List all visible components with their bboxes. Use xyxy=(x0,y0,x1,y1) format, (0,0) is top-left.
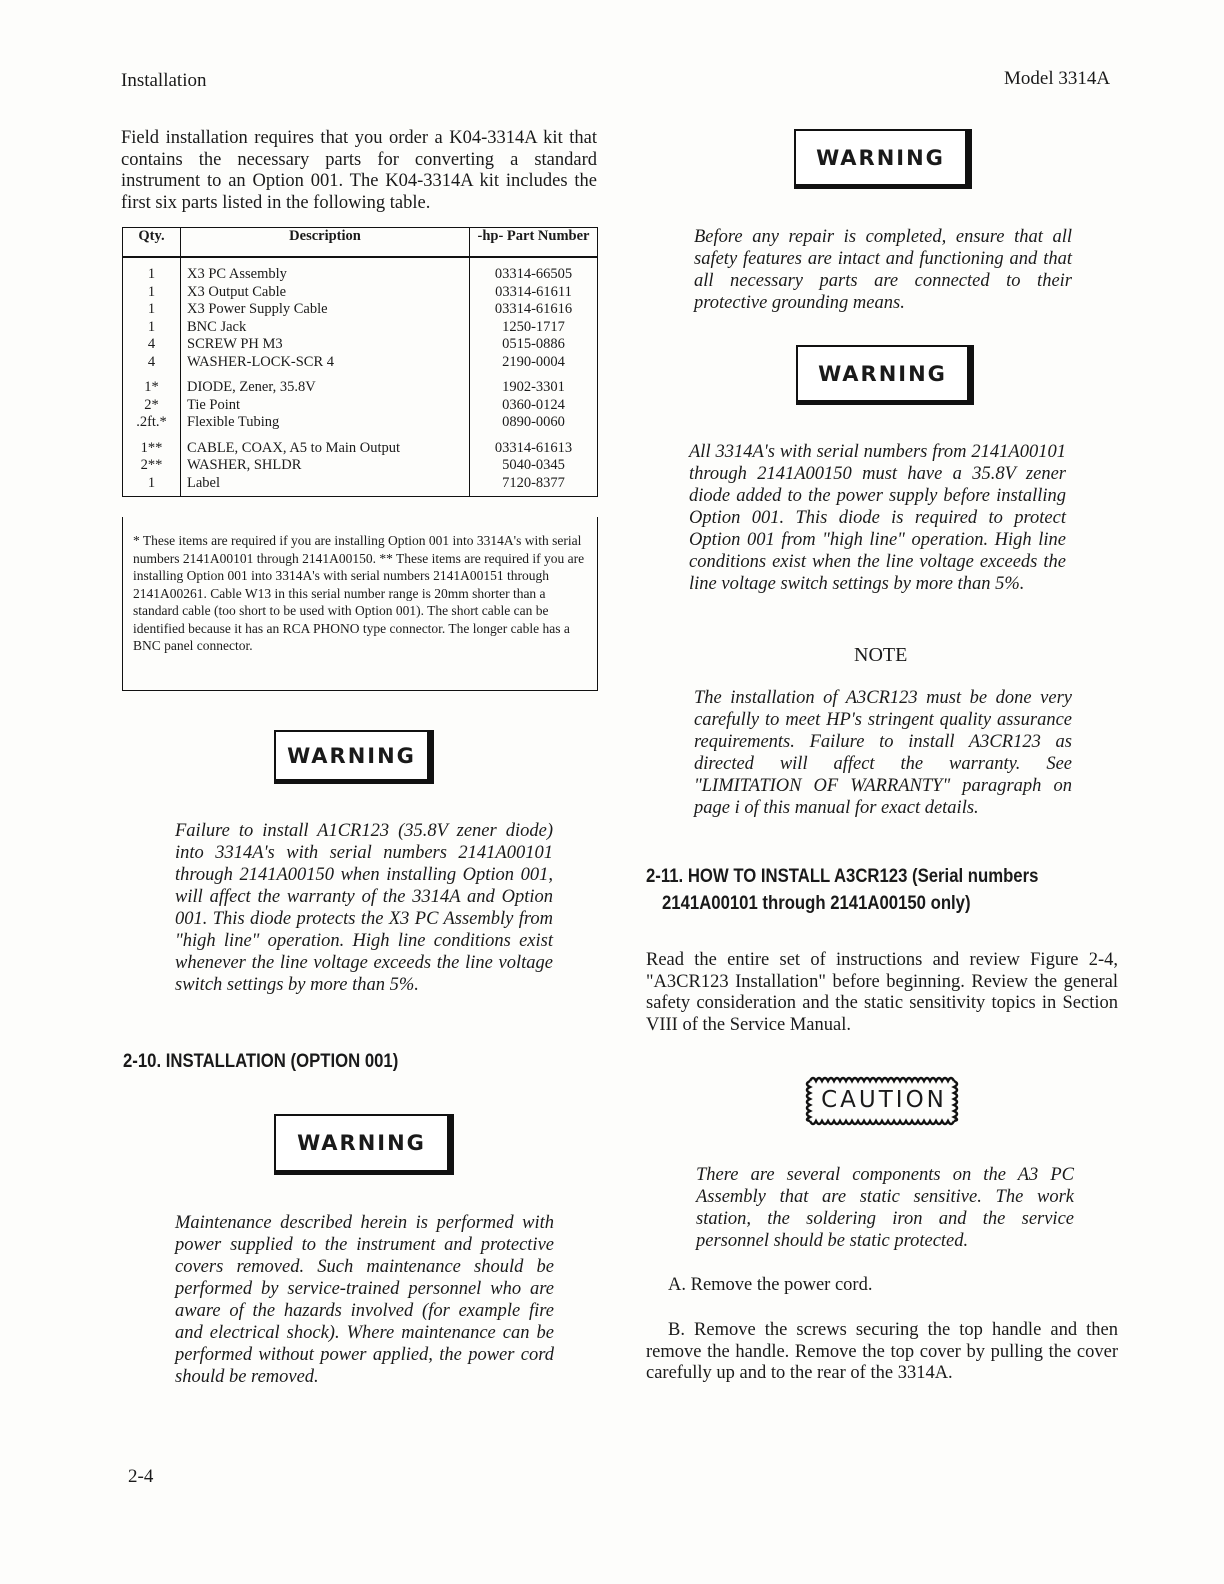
warning-label: WARNING xyxy=(796,345,974,405)
table-row xyxy=(123,319,598,337)
qty-cell: 4 xyxy=(123,336,181,354)
part-number-cell: 7120-8377 xyxy=(470,475,598,497)
running-header-left: Installation xyxy=(121,70,207,91)
column-header-description: Description xyxy=(181,228,470,258)
description-cell: CABLE, COAX, A5 to Main Output xyxy=(181,432,470,458)
table-row xyxy=(123,257,598,284)
qty-cell: 2** xyxy=(123,457,181,475)
qty-cell: 1 xyxy=(123,284,181,302)
description-cell: BNC Jack xyxy=(181,319,470,337)
table-row xyxy=(123,284,598,302)
part-number-cell: 0515-0886 xyxy=(470,336,598,354)
part-number-cell: 2190-0004 xyxy=(470,354,598,372)
qty-cell: 1 xyxy=(123,257,181,284)
step-b: B. Remove the screws securing the top handle and then remove the handle. Remove the top cover by pulling the cover carefully up and to the rear of the 3314A. xyxy=(646,1320,1118,1383)
table-row xyxy=(123,414,598,432)
description-cell: Flexible Tubing xyxy=(181,414,470,432)
part-number-cell: 03314-66505 xyxy=(470,257,598,284)
part-number-cell: 1902-3301 xyxy=(470,371,598,397)
warning-text: Before any repair is completed, ensure that all safety features are intact and functioning and that all necessary parts are connected to their protective grounding means. xyxy=(694,227,1072,313)
step-a: A. Remove the power cord. xyxy=(668,1275,873,1295)
qty-cell: .2ft.* xyxy=(123,414,181,432)
page-number: 2-4 xyxy=(128,1466,154,1487)
table-row xyxy=(123,336,598,354)
note-title: NOTE xyxy=(854,644,908,666)
warning-label: WARNING xyxy=(274,730,434,784)
table-row xyxy=(123,397,598,415)
caution-text: There are several components on the A3 PC Assembly that are static sensitive. The work station, the soldering iron and the service personnel should be static protected. xyxy=(696,1165,1074,1251)
description-cell: DIODE, Zener, 35.8V xyxy=(181,371,470,397)
qty-cell: 1 xyxy=(123,475,181,497)
qty-cell: 1** xyxy=(123,432,181,458)
caution-label: CAUTION xyxy=(821,1087,947,1113)
description-cell: SCREW PH M3 xyxy=(181,336,470,354)
qty-cell: 2* xyxy=(123,397,181,415)
warning-text: Maintenance described herein is performed with power supplied to the instrument and protective covers removed. Such maintenance should be performed by service-trained personnel who are aware of the hazards involved (for example fire and electrical shock). Where maintenance can be performed without power applied, the power cord should be removed. xyxy=(175,1213,554,1387)
description-cell: WASHER, SHLDR xyxy=(181,457,470,475)
caution-box xyxy=(804,1071,964,1129)
qty-cell: 1 xyxy=(123,319,181,337)
description-cell: Tie Point xyxy=(181,397,470,415)
part-number-cell: 1250-1717 xyxy=(470,319,598,337)
warning-text: Failure to install A1CR123 (35.8V zener diode) into 3314A's with serial numbers 2141A00101 through 2141A00150 when installing Option 001, will affect the warranty of the 3314A and Option 001. This diode protects the X3 PC Assembly from "high line" operation. High line conditions exist whenever the line voltage exceeds the line voltage switch settings by more than 5%. xyxy=(175,821,553,995)
section-heading: 2-10. INSTALLATION (OPTION 001) xyxy=(123,1051,399,1072)
description-cell: X3 Power Supply Cable xyxy=(181,301,470,319)
instructions-paragraph: Read the entire set of instructions and review Figure 2-4, "A3CR123 Installation" before beginning. Review the general safety consideration and the static sensitivity topics in Section VIII of the Service Manual. xyxy=(646,950,1118,1035)
table-header-row xyxy=(123,228,598,258)
table-row xyxy=(123,354,598,372)
description-cell: Label xyxy=(181,475,470,497)
warning-label: WARNING xyxy=(794,129,972,189)
qty-cell: 4 xyxy=(123,354,181,372)
column-header-qty: Qty. xyxy=(123,228,181,258)
table-footnotes: * These items are required if you are installing Option 001 into 3314A's with serial numbers 2141A00101 through 2141A00150. ** These items are required if you are installing Option 001 into 3314A's with serial numbers 2141A00151 through 2141A00261. Cable W13 in this serial number range is 20mm shorter than a standard cable (too short to be used with Option 001). The short cable can be identified because it has an RCA PHONO type connector. The longer cable has a BNC panel connector. xyxy=(122,517,598,691)
note-text: The installation of A3CR123 must be done very carefully to meet HP's stringent quality assurance requirements. Failure to install A3CR123 as directed will affect the warranty. See "LIMITATION OF WARRANTY" paragraph on page i of this manual for exact details. xyxy=(694,688,1072,818)
column-header-part-number: -hp- Part Number xyxy=(470,228,598,258)
intro-paragraph: Field installation requires that you order a K04-3314A kit that contains the necessary parts for converting a standard instrument to an Option 001. The K04-3314A kit includes the first six parts listed in the following table. xyxy=(121,128,597,213)
description-cell: X3 Output Cable xyxy=(181,284,470,302)
description-cell: WASHER-LOCK-SCR 4 xyxy=(181,354,470,372)
section-heading: 2-11. HOW TO INSTALL A3CR123 (Serial numbers xyxy=(646,866,1039,887)
part-number-cell: 0360-0124 xyxy=(470,397,598,415)
table-row xyxy=(123,457,598,475)
table-row xyxy=(123,371,598,397)
section-heading-continued: 2141A00101 through 2141A00150 only) xyxy=(662,893,971,914)
parts-table xyxy=(122,227,598,497)
warning-label: WARNING xyxy=(274,1114,454,1175)
part-number-cell: 03314-61616 xyxy=(470,301,598,319)
part-number-cell: 03314-61611 xyxy=(470,284,598,302)
qty-cell: 1 xyxy=(123,301,181,319)
running-header-right: Model 3314A xyxy=(1004,68,1111,89)
part-number-cell: 0890-0060 xyxy=(470,414,598,432)
part-number-cell: 5040-0345 xyxy=(470,457,598,475)
table-row xyxy=(123,432,598,458)
qty-cell: 1* xyxy=(123,371,181,397)
table-row xyxy=(123,475,598,497)
part-number-cell: 03314-61613 xyxy=(470,432,598,458)
table-row xyxy=(123,301,598,319)
warning-text: All 3314A's with serial numbers from 2141A00101 through 2141A00150 must have a 35.8V zener diode added to the power supply before installing Option 001. This diode is required to protect Option 001 from "high line" operation. High line conditions exist when the line voltage exceeds the line voltage switch settings by more than 5%. xyxy=(689,442,1066,594)
description-cell: X3 PC Assembly xyxy=(181,257,470,284)
